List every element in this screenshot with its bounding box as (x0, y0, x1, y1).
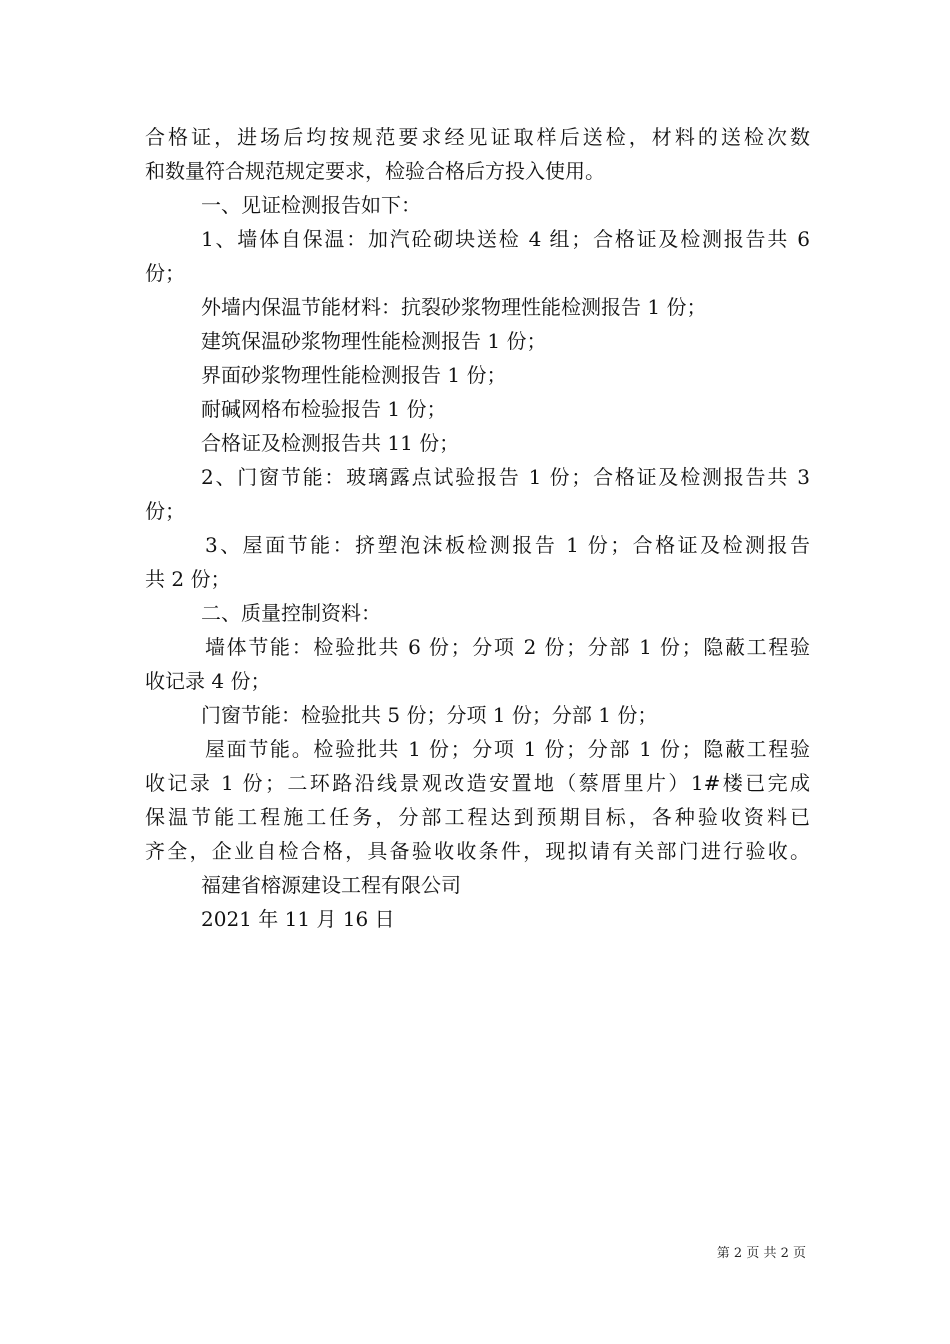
page-number: 第 2 页 共 2 页 (716, 1246, 806, 1261)
text-line: 3、屋面节能：挤塑泡沫板检测报告 1 份；合格证及检测报告 (205, 533, 810, 557)
text-line: 共 2 份； (145, 567, 231, 591)
text-line: 2、门窗节能：玻璃露点试验报告 1 份；合格证及检测报告共 3 (201, 465, 810, 489)
text-line: 合格证及检测报告共 11 份； (201, 431, 460, 455)
text-line: 屋面节能。检验批共 1 份；分项 1 份；分部 1 份；隐蔽工程验 (205, 737, 810, 761)
text-line: 建筑保温砂浆物理性能检测报告 1 份； (201, 329, 547, 353)
text-line: 1、墙体自保温：加汽砼砌块送检 4 组；合格证及检测报告共 6 (201, 227, 810, 251)
text-line: 和数量符合规范规定要求，检验合格后方投入使用。 (145, 159, 605, 183)
text-line: 耐碱网格布检验报告 1 份； (201, 397, 447, 421)
document-body (145, 120, 810, 936)
document-date: 2021 年 11 月 16 日 (201, 907, 395, 931)
text-line: 份； (145, 261, 185, 285)
text-line: 墙体节能：检验批共 6 份；分项 2 份；分部 1 份；隐蔽工程验 (205, 635, 810, 659)
text-line: 界面砂浆物理性能检测报告 1 份； (201, 363, 507, 387)
text-line: 保温节能工程施工任务，分部工程达到预期目标，各种验收资料已 (145, 805, 810, 829)
section-heading: 一、见证检测报告如下： (201, 193, 421, 217)
text-line: 外墙内保温节能材料：抗裂砂浆物理性能检测报告 1 份； (201, 295, 707, 319)
text-line: 份； (145, 499, 185, 523)
text-line: 收记录 1 份；二环路沿线景观改造安置地（蔡厝里片）1#楼已完成 (145, 771, 810, 795)
text-line: 合格证，进场后均按规范要求经见证取样后送检，材料的送检次数 (145, 125, 810, 149)
text-line: 收记录 4 份； (145, 669, 271, 693)
company-name: 福建省榕源建设工程有限公司 (201, 873, 461, 897)
text-line: 门窗节能：检验批共 5 份；分项 1 份；分部 1 份； (201, 703, 658, 727)
text-line: 齐全，企业自检合格，具备验收收条件，现拟请有关部门进行验收。 (145, 839, 810, 863)
section-heading: 二、质量控制资料： (201, 601, 381, 625)
